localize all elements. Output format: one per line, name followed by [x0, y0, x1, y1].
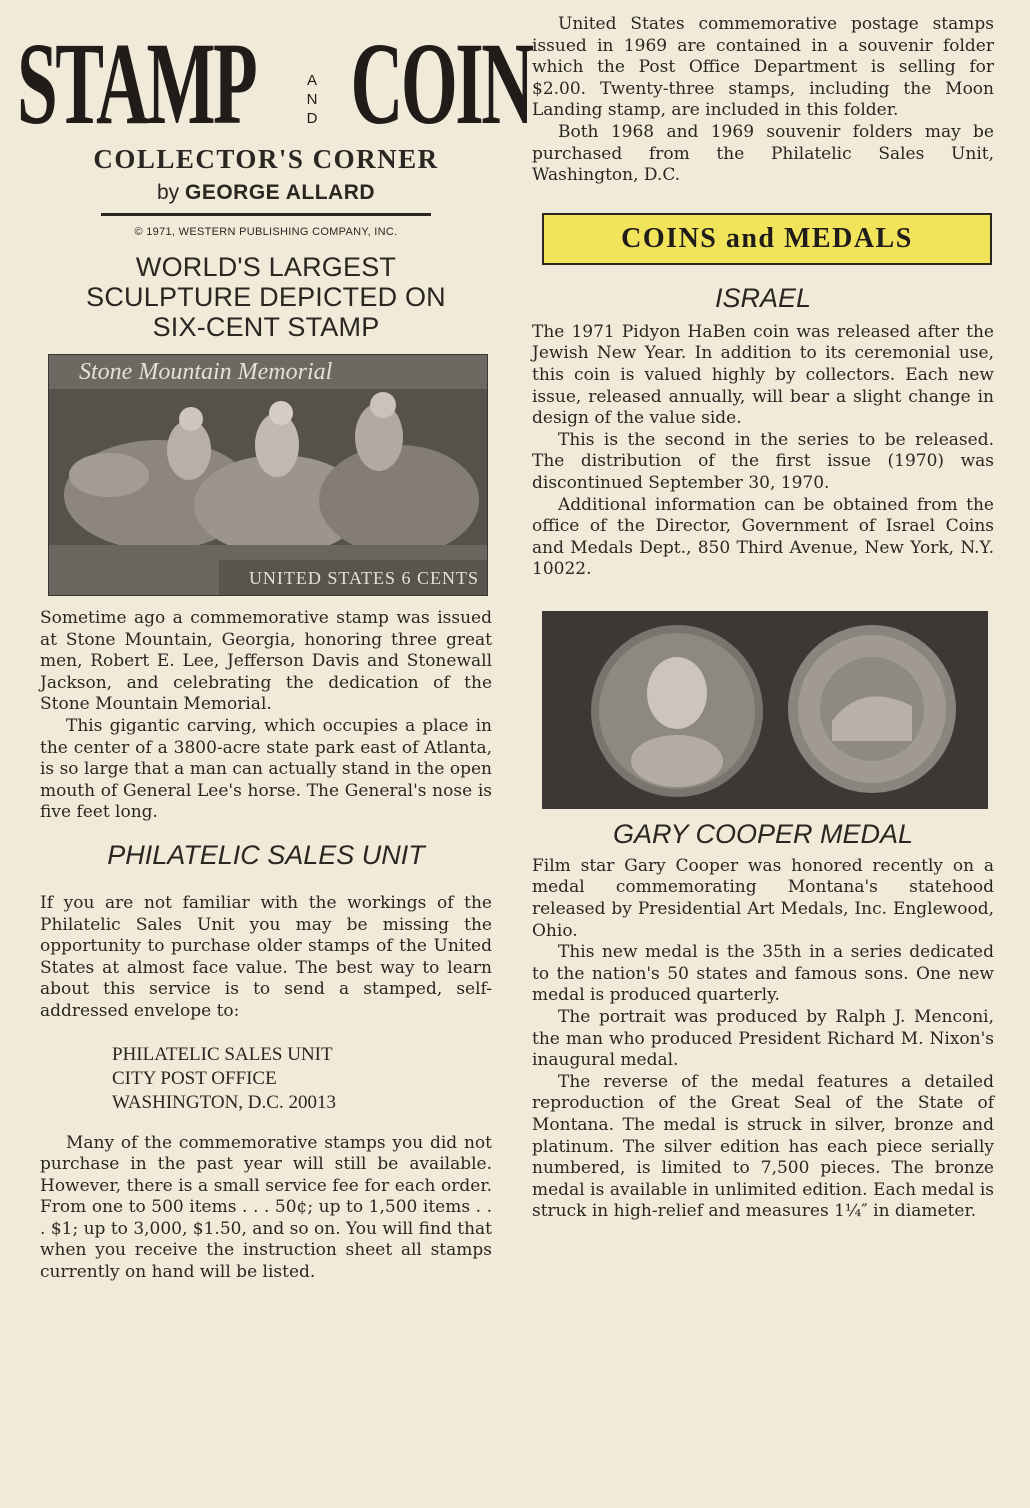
masthead-and-letter: A: [307, 72, 318, 89]
column-subtitle: COLLECTOR'S CORNER: [93, 144, 439, 174]
byline: [40, 181, 492, 205]
masthead-and-letter: N: [306, 91, 318, 108]
paragraph: The portrait was produced by Ralph J. Menconi, the man who produced President Richard M. Nixon's inaugural medal.: [532, 1007, 994, 1071]
paragraph: Sometime ago a commemorative stamp was issued at Stone Mountain, Georgia, honoring three great men, Robert E. Lee, Jefferson Davis and Stonewall Jackson, and celebrating the dedication of the Stone Mountain Memorial.: [40, 608, 492, 715]
paragraph: Film star Gary Cooper was honored recently on a medal commemorating Montana's statehood released by Presidential Art Medals, Inc. Englewood, Ohio.: [532, 855, 994, 941]
headline-line: SIX-CENT STAMP: [152, 312, 380, 342]
byline-prefix: by: [156, 181, 180, 204]
israel-article-body: [532, 322, 994, 581]
medal-photo-illustration: [542, 611, 988, 809]
paragraph: This gigantic carving, which occupies a place in the center of a 3800-acre state park east of Atlanta, is so large that a man can actually stand in the open mouth of General Lee's horse. The General's nose is five feet long.: [40, 715, 492, 823]
paragraph: The 1971 Pidyon HaBen coin was released after the Jewish New Year. In addition to its ceremonial use, this coin is valued highly by collectors. Each new issue, released annually, will bear a slight change in design of the value side.: [532, 321, 994, 429]
author-name: GEORGE ALLARD: [184, 181, 376, 204]
address-line: PHILATELIC SALES UNIT: [112, 1043, 333, 1065]
gary-cooper-medal-image: [542, 611, 988, 809]
gary-cooper-heading: GARY COOPER MEDAL: [612, 818, 914, 849]
masthead-and-letter: D: [306, 110, 318, 127]
israel-heading: ISRAEL: [714, 282, 812, 313]
philatelic-heading: PHILATELIC SALES UNIT: [107, 839, 425, 870]
paragraph: Many of the commemorative stamps you did not purchase in the past year will still be available. However, there is a small service fee for each order. From one to 500 items . . . 50¢; up to 1,500 items . . . $1; up to 3,000, $1.50, and so on. You will find that when you receive the instruction sheet all stamps currently on hand will be listed.: [40, 1132, 492, 1283]
paragraph: This new medal is the 35th in a series dedicated to the nation's 50 states and famous sons. One new medal is produced quarterly.: [532, 942, 994, 1006]
paragraph: Additional information can be obtained from the office of the Director, Government of Israel Coins and Medals Dept., 850 Third Avenue, New York, N.Y. 10022.: [532, 494, 994, 580]
stamp-carving-illustration: [49, 355, 487, 595]
stone-mountain-stamp-image: [48, 354, 488, 596]
divider: [101, 213, 431, 216]
mailing-address: [112, 1043, 492, 1115]
paragraph: This is the second in the series to be released. The distribution of the first issue (1970) was discontinued September 30, 1970.: [532, 429, 994, 493]
stamp-article-headline: [40, 252, 492, 342]
address-line: WASHINGTON, D.C. 20013: [112, 1091, 336, 1113]
masthead-coin-word: COIN: [350, 18, 533, 149]
paragraph: Both 1968 and 1969 souvenir folders may be purchased from the Philatelic Sales Unit, Washington, D.C.: [532, 121, 994, 186]
right-column: [532, 14, 994, 1223]
masthead-stamp-word: STAMP: [17, 18, 256, 149]
left-column: [17, 18, 533, 1284]
masthead-and: [307, 71, 318, 128]
paragraph: United States commemorative postage stamps issued in 1969 are contained in a souvenir folder which the Post Office Department is selling for $2.00. Twenty-three stamps, including the Moon Landing stamp, are included in this folder.: [532, 14, 994, 121]
stamp-article-body: [40, 608, 492, 824]
stamp-caption-bottom: UNITED STATES 6 CENTS: [248, 568, 479, 588]
address-line: CITY POST OFFICE: [112, 1067, 277, 1089]
stamp-caption-top: Stone Mountain Memorial: [79, 359, 333, 385]
headline-line: SCULPTURE DEPICTED ON: [86, 282, 446, 312]
copyright-notice: © 1971, WESTERN PUBLISHING COMPANY, INC.: [134, 226, 398, 238]
headline-line: WORLD'S LARGEST: [135, 252, 397, 282]
masthead: [17, 18, 533, 149]
paragraph: The reverse of the medal features a detailed reproduction of the Great Seal of the State of Montana. The medal is struck in silver, bronze and platinum. The silver edition has each piece serially numbered, is limited to 7,500 pieces. The bronze medal is available in unlimited edition. Each medal is struck in high-relief and measures 1¼″ in diameter.: [532, 1071, 994, 1222]
coins-and-medals-banner: [542, 213, 992, 265]
paragraph: If you are not familiar with the workings of the Philatelic Sales Unit you may be missing the opportunity to purchase older stamps of the United States at almost face value. The best way to learn about this service is to send a stamped, self-addressed envelope to:: [40, 892, 492, 1021]
souvenir-folder-article: [532, 14, 994, 187]
gary-cooper-article-body: [532, 856, 994, 1223]
banner-label: COINS and MEDALS: [621, 222, 913, 254]
